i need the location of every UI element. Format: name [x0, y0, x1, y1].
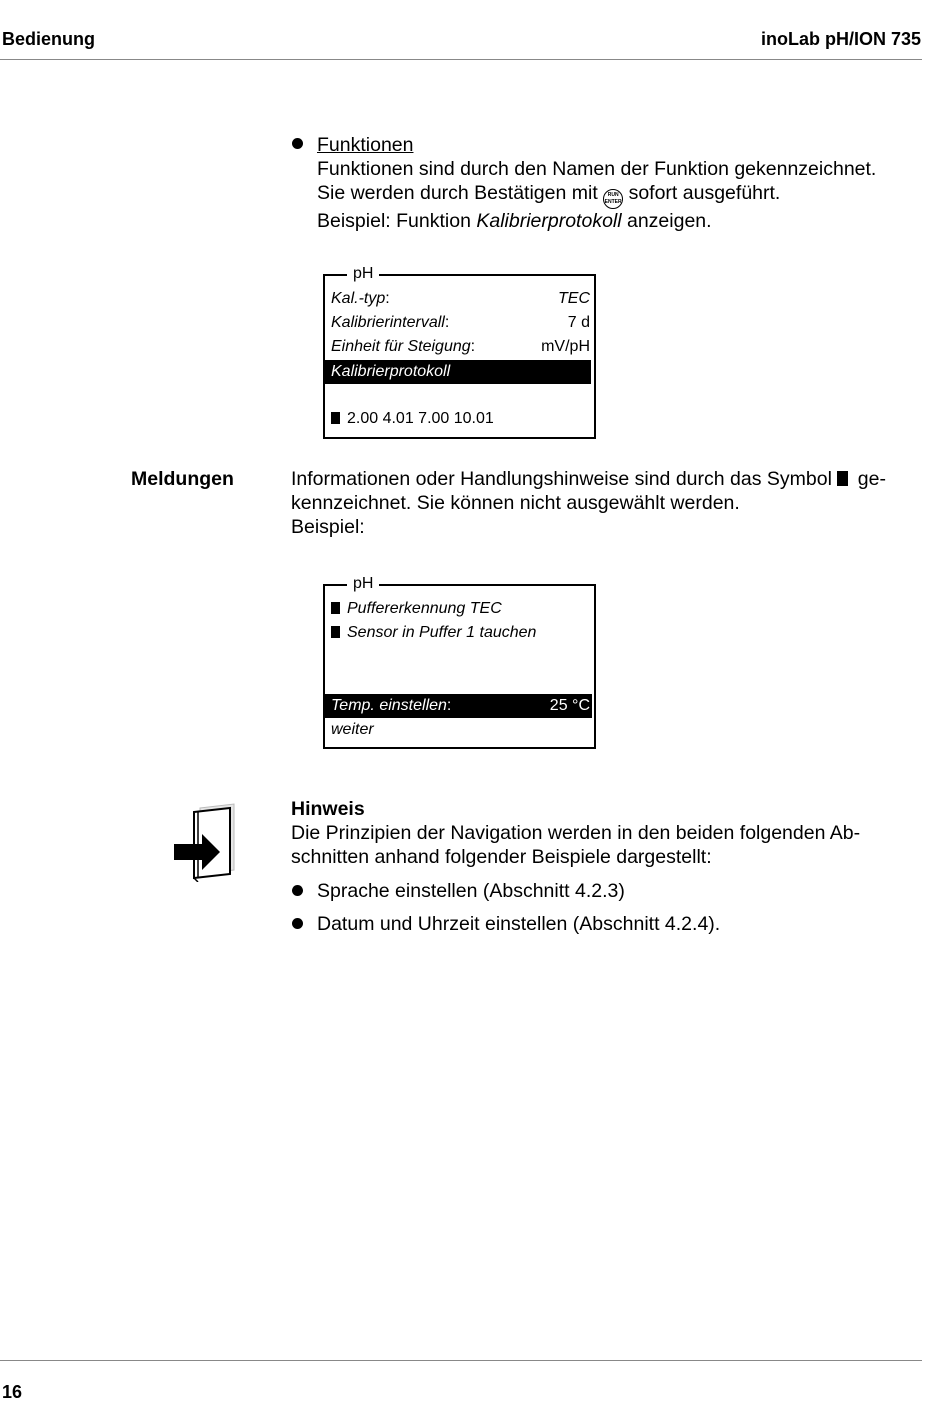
message-content [331, 597, 502, 621]
funktionen-heading: Funktionen [317, 134, 414, 156]
meldungen-line1-b: ge- [857, 468, 886, 490]
footer-rule [0, 1360, 922, 1361]
hinweis-line2: schnitten anhand folgender Beispiele dargestellt: [291, 846, 712, 868]
menu-row-kal-typ[interactable] [325, 287, 594, 311]
meldungen-line1-a: Informationen oder Handlungshinweise sind durch das Symbol [291, 468, 832, 490]
funktionen-line2-b: sofort ausgeführt. [628, 182, 781, 204]
menu-row-label: Einheit für Steigung: [331, 338, 476, 355]
funktionen-line3-b: anzeigen. [621, 210, 712, 232]
menu-row-kalibrierprotokoll-selected[interactable] [325, 360, 591, 384]
message-row [325, 597, 594, 621]
funktionen-line1: Funktionen sind durch den Namen der Funktion gekennzeichnet. [317, 158, 877, 180]
info-message [331, 407, 494, 431]
menu-row-value: 7 d [567, 314, 590, 331]
note-book-arrow-icon [172, 802, 242, 882]
bullet-icon [292, 885, 303, 896]
header-left: Bedienung [2, 29, 95, 49]
meldungen-line2: kennzeichnet. Sie können nicht ausgewählt werden. [291, 492, 740, 514]
header-right: inoLab pH/ION 735 [760, 29, 921, 49]
menu-row-value: 25 °C [549, 697, 590, 714]
funktionen-line3 [317, 209, 876, 233]
message-content [331, 621, 536, 645]
meldungen-line1 [291, 467, 886, 491]
info-square-icon [331, 626, 340, 638]
menu-row-kalibrierintervall[interactable] [325, 311, 594, 335]
hinweis-title: Hinweis [291, 798, 365, 820]
display-kalibrierung [323, 265, 596, 439]
meldungen-line3: Beispiel: [291, 516, 365, 538]
run-enter-key-icon [603, 189, 623, 209]
menu-row-temp-selected[interactable] [325, 694, 592, 718]
menu-row-label: Kal.-typ: [331, 290, 390, 307]
hinweis-bullet-1: Sprache einstellen (Abschnitt 4.2.3) [317, 880, 625, 902]
display-title: pH [347, 264, 379, 284]
menu-row-label: Kalibrierprotokoll [331, 363, 451, 380]
funktionen-line3-italic: Kalibrierprotokoll [476, 210, 622, 232]
funktionen-block [317, 133, 876, 233]
menu-row-label: weiter [331, 721, 374, 738]
hinweis-block [291, 797, 860, 869]
message-row [325, 621, 594, 645]
key-top-label: RUN [607, 192, 619, 198]
info-square-icon [837, 471, 848, 486]
display-title: pH [347, 574, 379, 594]
meldungen-block [291, 467, 886, 539]
bullet-icon [292, 918, 303, 929]
info-square-icon [331, 602, 340, 614]
message-text: Sensor in Puffer 1 tauchen [347, 624, 537, 641]
funktionen-line2 [317, 181, 876, 209]
info-square-icon [331, 412, 340, 424]
menu-row-label: Kalibrierintervall: [331, 314, 450, 331]
info-text: 2.00 4.01 7.00 10.01 [347, 410, 494, 427]
hinweis-bullet-2: Datum und Uhrzeit einstellen (Abschnitt 4.2.4). [317, 913, 721, 935]
key-bottom-label: ENTER [604, 199, 622, 205]
page-number: 16 [2, 1382, 23, 1402]
menu-row-einheit-steigung[interactable] [325, 335, 594, 359]
header-rule [0, 59, 922, 60]
meldungen-side-label: Meldungen [131, 468, 234, 490]
menu-row-label: Temp. einstellen: [331, 697, 452, 714]
funktionen-line2-a: Sie werden durch Bestätigen mit [317, 182, 598, 204]
menu-row-weiter[interactable] [325, 718, 594, 742]
menu-row-value: mV/pH [541, 338, 590, 355]
menu-row-value: TEC [558, 290, 590, 307]
message-text: Puffererkennung TEC [347, 600, 502, 617]
hinweis-line1: Die Prinzipien der Navigation werden in den beiden folgenden Ab- [291, 822, 861, 844]
bullet-icon [292, 138, 303, 149]
display-puffer [323, 575, 596, 749]
info-row [325, 407, 594, 431]
funktionen-line3-a: Beispiel: Funktion [317, 210, 477, 232]
